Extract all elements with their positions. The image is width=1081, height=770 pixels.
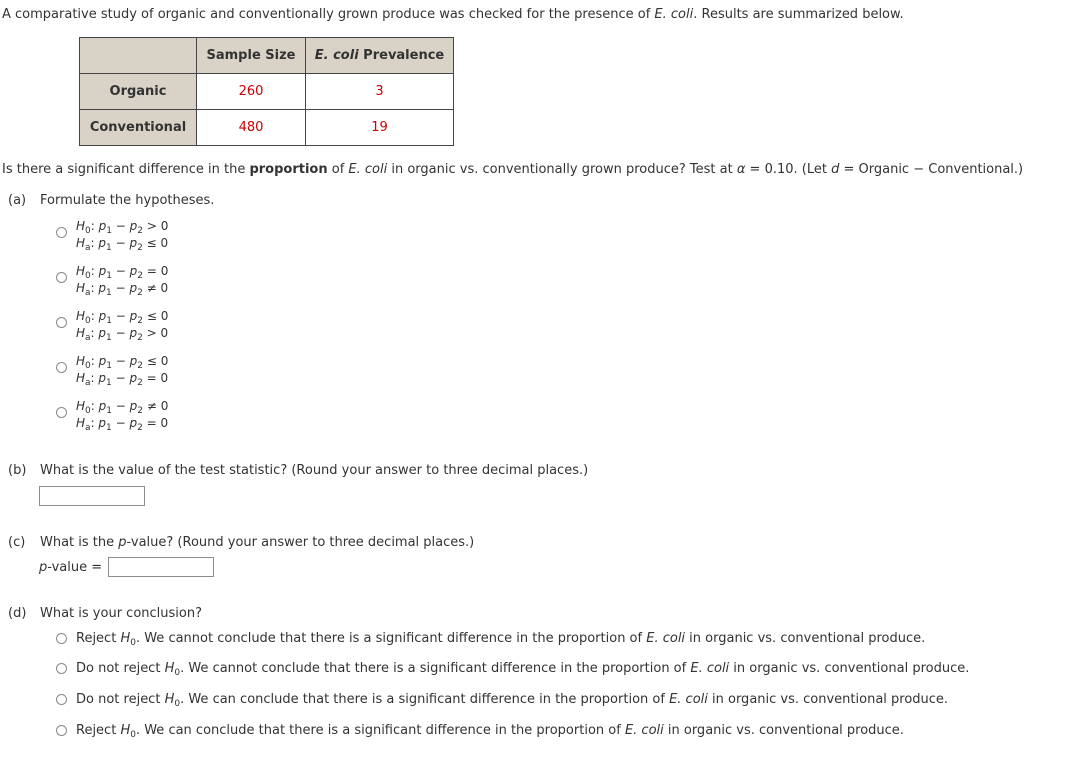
table-header-prevalence: E. coli Prevalence [306, 38, 454, 74]
question-text: Is there a significant difference in the proportion of E. coli in organic vs. conventionally grown produce? Test at α = 0.10. (Let d = Organic − Conventional.) [2, 162, 1024, 177]
test-statistic-input[interactable] [39, 486, 145, 506]
null-hypothesis-text: $H_0$: $p_1 - p_2 \le 0$ [76, 309, 169, 326]
null-hypothesis-text: $H_0$: $p_1 - p_2 = 0$ [76, 264, 169, 281]
hypothesis-radio[interactable] [56, 407, 67, 418]
table-header-sample-size: Sample Size [197, 38, 306, 74]
alternative-hypothesis-text: $H_a$: $p_1 - p_2 \ne 0$ [76, 281, 169, 298]
table-row [80, 74, 454, 110]
conclusion-radio[interactable] [56, 633, 67, 644]
part-d-prompt: What is your conclusion? [40, 606, 202, 621]
table-header-blank [80, 38, 197, 74]
hypothesis-radio[interactable] [56, 317, 67, 328]
p-value-input[interactable] [108, 557, 214, 577]
alternative-hypothesis-text: $H_a$: $p_1 - p_2 = 0$ [76, 416, 169, 433]
part-b-label: (b) [8, 463, 27, 478]
null-hypothesis-text: $H_0$: $p_1 - p_2 \ne 0$ [76, 399, 169, 416]
conclusion-radio[interactable] [56, 663, 67, 674]
p-value-label: p-value = [39, 560, 103, 575]
table-row [80, 110, 454, 146]
alternative-hypothesis-text: $H_a$: $p_1 - p_2 = 0$ [76, 371, 169, 388]
part-b-prompt: What is the value of the test statistic? (Round your answer to three decimal places.) [40, 463, 589, 478]
hypothesis-option [76, 398, 168, 432]
null-hypothesis-text: $H_0$: $p_1 - p_2 > 0$ [76, 219, 169, 236]
conventional-prevalence: 19 [306, 110, 454, 146]
part-a-label: (a) [8, 193, 27, 208]
null-hypothesis-text: $H_0$: $p_1 - p_2 \le 0$ [76, 354, 169, 371]
organic-sample-size: 260 [197, 74, 306, 110]
conclusion-radio[interactable] [56, 725, 67, 736]
conclusion-option-text: Do not reject $H_0$. We cannot conclude that there is a significant difference in the proportion of E. coli in organic vs. conventional produce. [76, 661, 970, 678]
conclusion-option-text: Reject $H_0$. We can conclude that there is a significant difference in the proportion of E. coli in organic vs. conventional produce. [76, 723, 904, 740]
conventional-sample-size: 480 [197, 110, 306, 146]
data-table [79, 37, 454, 146]
conclusion-radio[interactable] [56, 694, 67, 705]
hypothesis-radio[interactable] [56, 362, 67, 373]
hypothesis-option [76, 263, 168, 297]
alternative-hypothesis-text: $H_a$: $p_1 - p_2 > 0$ [76, 326, 169, 343]
row-label-conventional: Conventional [80, 110, 197, 146]
alternative-hypothesis-text: $H_a$: $p_1 - p_2 \le 0$ [76, 236, 169, 253]
intro-text: A comparative study of organic and conventionally grown produce was checked for the presence of E. coli. Results are summarized below. [2, 7, 904, 22]
hypothesis-option [76, 353, 168, 387]
conclusion-option-text: Do not reject $H_0$. We can conclude that there is a significant difference in the proportion of E. coli in organic vs. conventional produce. [76, 692, 949, 709]
part-c-label: (c) [8, 535, 26, 550]
organic-prevalence: 3 [306, 74, 454, 110]
hypothesis-radio[interactable] [56, 272, 67, 283]
table-header-row [80, 38, 454, 74]
part-c-prompt: What is the p-value? (Round your answer to three decimal places.) [40, 535, 475, 550]
row-label-organic: Organic [80, 74, 197, 110]
conclusion-option-text: Reject $H_0$. We cannot conclude that there is a significant difference in the proportion of E. coli in organic vs. conventional produce. [76, 631, 926, 648]
part-d-label: (d) [8, 606, 27, 621]
hypothesis-option [76, 308, 168, 342]
hypothesis-option [76, 218, 168, 252]
part-a-prompt: Formulate the hypotheses. [40, 193, 215, 208]
hypothesis-radio[interactable] [56, 227, 67, 238]
